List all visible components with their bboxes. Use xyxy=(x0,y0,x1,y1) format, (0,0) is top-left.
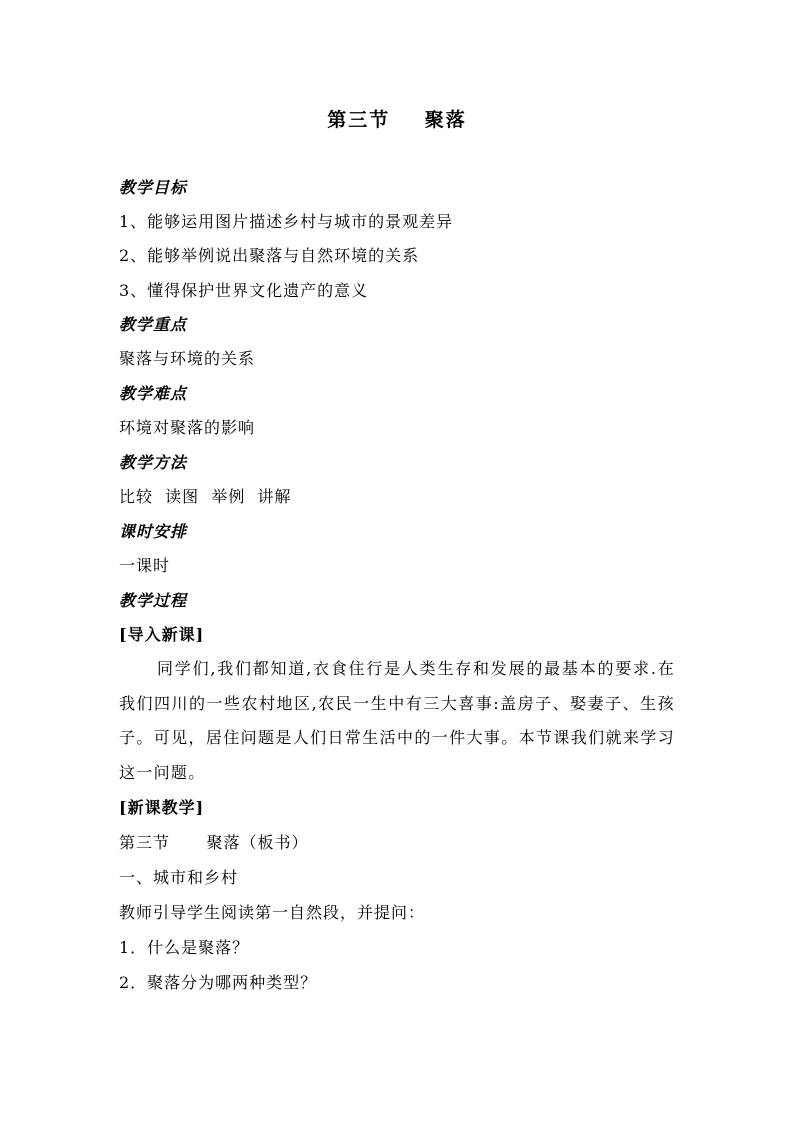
schedule-text: 一课时 xyxy=(119,556,171,575)
intro-paragraph: 同学们,我们都知道,衣食住行是人类生存和发展的最基本的要求.在我们四川的一些农村地区,农民一生中有三大喜事:盖房子、娶妻子、生孩子。可见，居住问题是人们日常生活中的一件大事。本节课我们就来学习这一问题。 xyxy=(119,659,675,782)
document-title: 第三节 聚落 xyxy=(327,109,467,131)
method-heading: 教学方法 xyxy=(119,453,188,472)
method-text: 比较 读图 举例 讲解 xyxy=(119,487,292,506)
difficulty-text: 环境对聚落的影响 xyxy=(119,418,256,437)
key-points-heading: 教学重点 xyxy=(119,315,188,334)
difficulty-heading: 教学难点 xyxy=(119,384,188,403)
teacher-prompt: 教师引导学生阅读第一自然段，并提问： xyxy=(119,903,426,922)
objective-item-2: 2、能够举例说出聚落与自然环境的关系 xyxy=(119,246,420,265)
question-item-1: 1．什么是聚落？ xyxy=(119,938,250,957)
intro-heading: [导入新课] xyxy=(119,625,205,644)
section-one-heading: 一、城市和乡村 xyxy=(119,868,239,887)
objectives-heading: 教学目标 xyxy=(119,178,188,197)
board-title: 第三节 聚落（板书） xyxy=(119,833,309,852)
process-heading: 教学过程 xyxy=(119,591,188,610)
objective-item-3: 3、懂得保护世界文化遗产的意义 xyxy=(119,281,369,300)
question-item-2: 2．聚落分为哪两种类型？ xyxy=(119,973,318,992)
objective-item-1: 1、能够运用图片描述乡村与城市的景观差异 xyxy=(119,212,454,231)
key-points-text: 聚落与环境的关系 xyxy=(119,349,256,368)
new-lesson-heading: [新课教学] xyxy=(119,798,205,817)
schedule-heading: 课时安排 xyxy=(119,522,188,541)
